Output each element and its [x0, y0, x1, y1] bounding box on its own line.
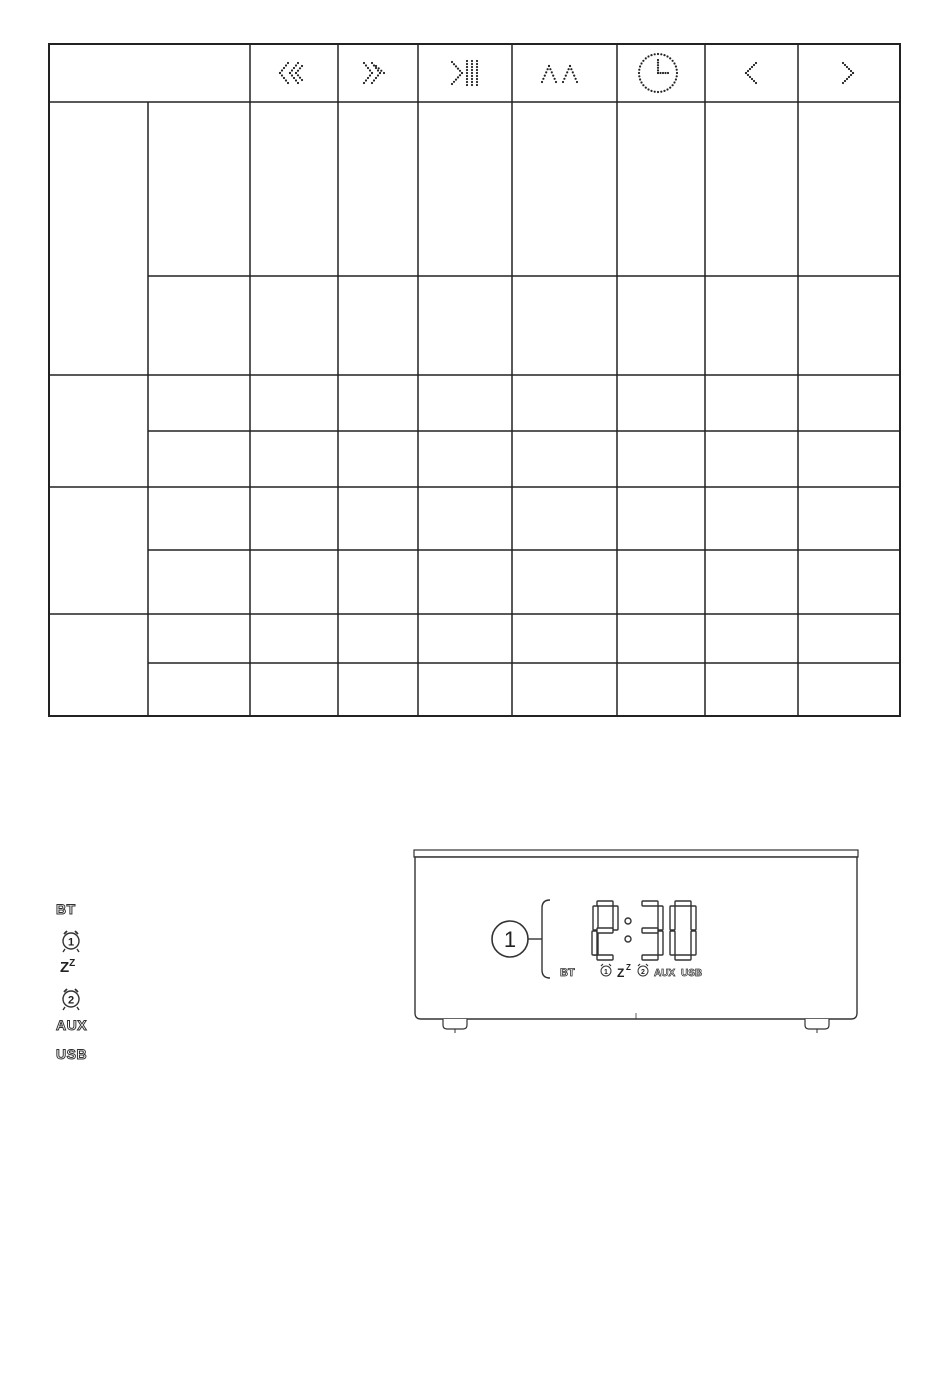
- snooze-indicator-sup: Z: [626, 963, 631, 972]
- aux-indicator: AUX: [654, 968, 676, 979]
- usb-indicator: USB: [681, 968, 703, 979]
- usb-indicator-icon: USB: [56, 1046, 88, 1062]
- snooze-z-sup: Z: [69, 958, 76, 969]
- bt-indicator-icon: BT: [56, 901, 76, 917]
- callout-number: 1: [503, 927, 517, 952]
- device-top-lid: [414, 850, 858, 857]
- device-left-foot: [443, 1019, 467, 1029]
- svg-text:1: 1: [604, 969, 608, 976]
- aux-indicator-icon: AUX: [56, 1017, 88, 1033]
- device-body: [415, 857, 857, 1019]
- svg-text:1: 1: [67, 936, 75, 949]
- device-right-foot: [805, 1019, 829, 1029]
- svg-text:2: 2: [67, 994, 75, 1007]
- bt-indicator: BT: [560, 967, 575, 979]
- snooze-z: Z: [60, 959, 70, 976]
- svg-text:2: 2: [641, 969, 645, 976]
- snooze-indicator: Z: [617, 966, 625, 980]
